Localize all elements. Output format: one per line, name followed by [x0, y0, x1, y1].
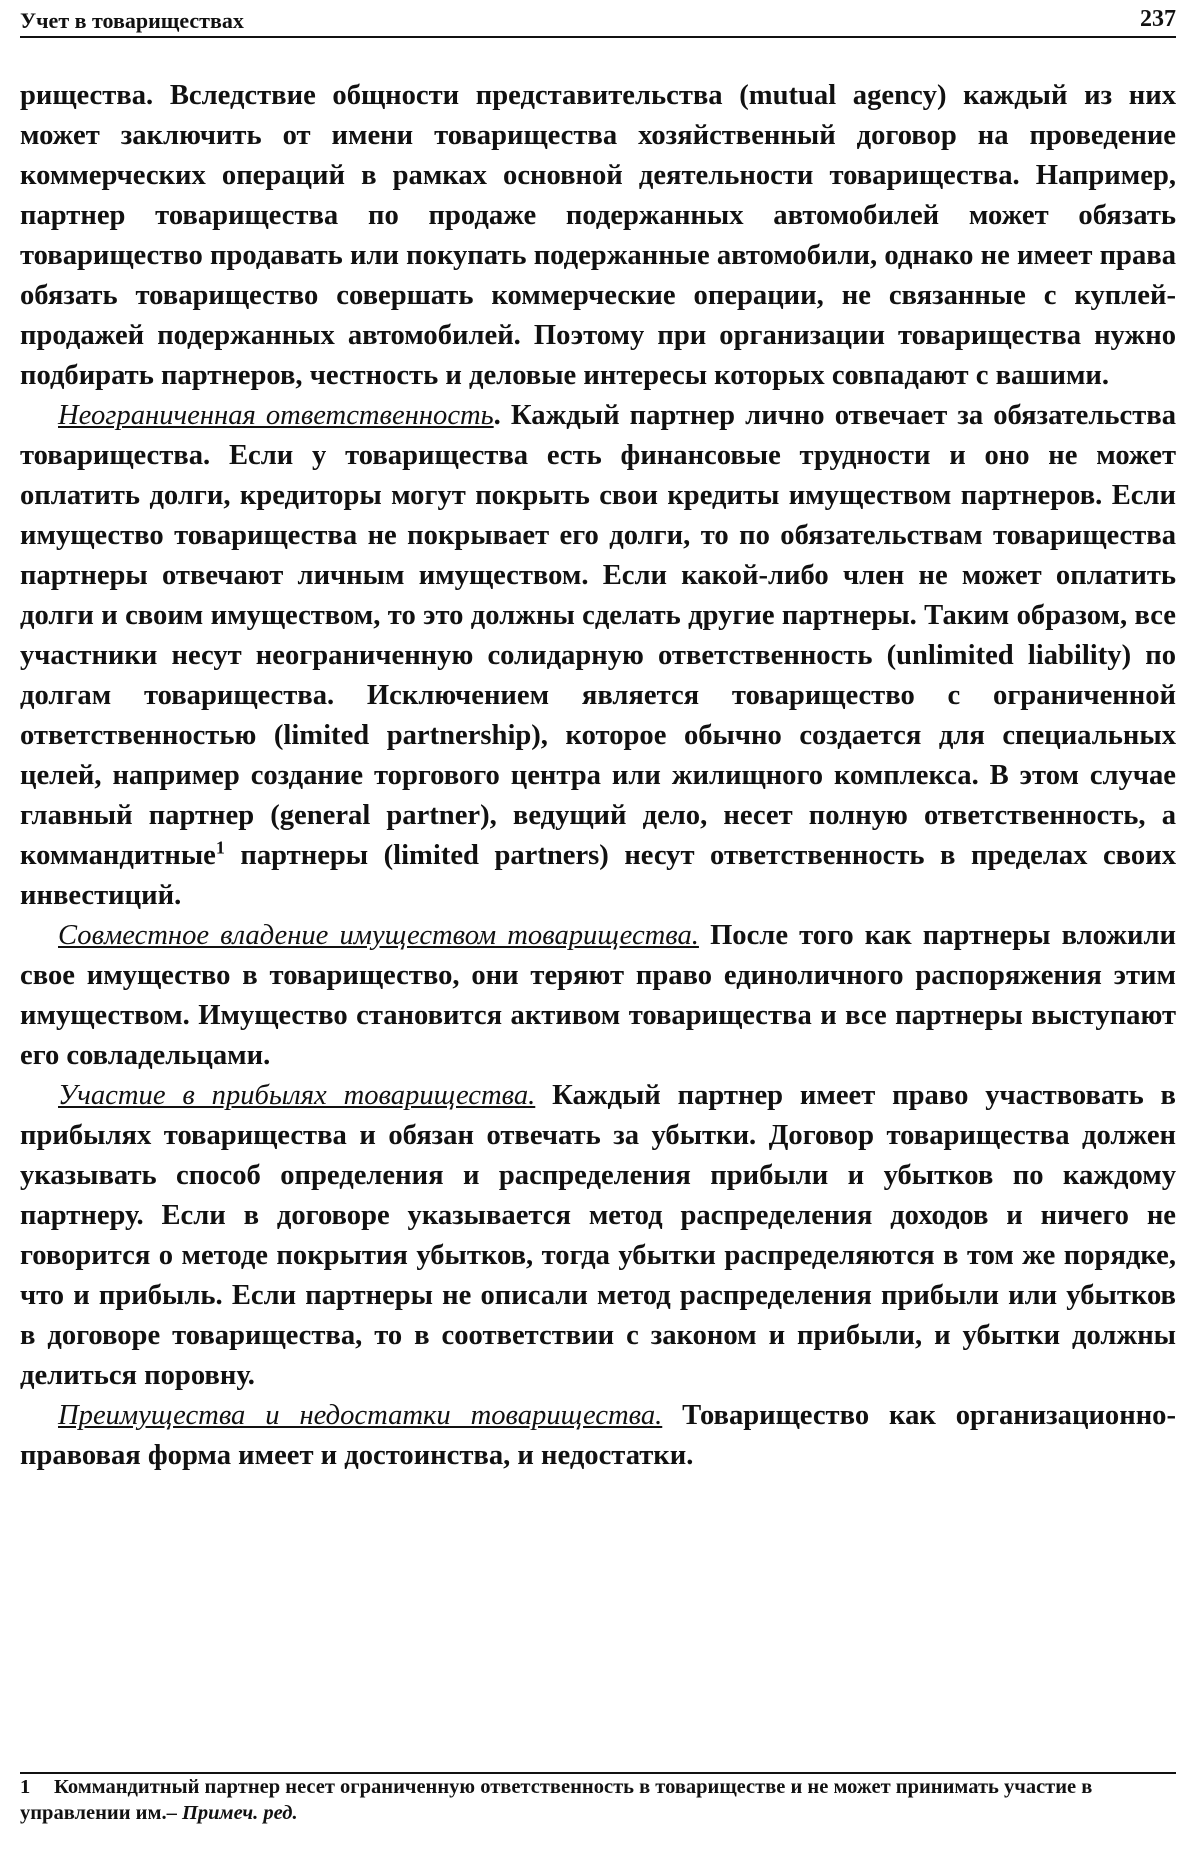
paragraph-2-text: . Каждый партнер лично отвечает за обязательства товарищества. Если у товарищества есть финансовые трудности и оно не может оплатить долги, кредиторы могут покрыть свои кредиты имуществом партнеров. Если имущество товарищества не покрывает его долги, то по обязательствам товарищества партнеры отвечают личным имуществом. Если какой-либо член не может оплатить долги и своим имуществом, то это должны сделать другие партнеры. Таким образом, все участники несут неограниченную солидарную ответственность (unlimited liability) по долгам товарищества. Исключением является товарищество с ограниченной ответственностью (limited partnership), которое обычно создается для специальных целей, например создание торгового центра или жилищного комплекса. В этом случае главный партнер (general partner), ведущий дело, несет полную ответственность, а коммандитные	[20, 400, 1176, 871]
editor-note: Примеч. ред.	[181, 1802, 298, 1824]
running-header	[20, 6, 1176, 38]
running-title: Учет в товариществах	[20, 8, 244, 33]
paragraph-1: рищества. Вследствие общности представительства (mutual agency) каждый из них может заключить от имени товарищества хозяйственный договор на проведение коммерческих операций в рамках основной деятельности товарищества. Например, партнер товарищества по продаже подержанных автомобилей может обязать товарищество продавать или покупать подержанные автомобили, однако не имеет права обязать товарищество совершать коммерческие операции, не связанные с куплей-продажей подержанных автомобилей. Поэтому при организации товарищества нужно подбирать партнеров, честность и деловые интересы которых совпадают с вашими.	[20, 80, 1176, 391]
section-heading-pros-cons: Преимущества и недостатки товарищества.	[58, 1400, 663, 1431]
footnote-marker: 1	[20, 1776, 31, 1798]
section-heading-profit-sharing: Участие в прибылях товарищества.	[58, 1080, 536, 1111]
footnote	[20, 1772, 1176, 1826]
paragraph-2	[20, 396, 1176, 916]
section-heading-joint-ownership: Совместное владение имуществом товарищества.	[58, 920, 699, 951]
footnote-ref: 1	[215, 837, 225, 858]
paragraph-5	[20, 1396, 1176, 1476]
paragraph-2-text-end: партнеры (limited partners) несут ответственность в пределах своих инвестиций.	[20, 840, 1176, 911]
paragraph-4	[20, 1076, 1176, 1396]
body-text	[20, 76, 1176, 1476]
page-number: 237	[1140, 6, 1176, 32]
paragraph-5-text: Товарищество как организационно-правовая форма имеет и достоинства, и недостатки.	[20, 1400, 1176, 1471]
paragraph-3-text: После того как партнеры вложили свое имущество в товарищество, они теряют право единоличного распоряжения этим имуществом. Имущество становится активом товарищества и все партнеры выступают его совладельцами.	[20, 920, 1176, 1071]
paragraph-3	[20, 916, 1176, 1076]
paragraph-4-text: Каждый партнер имеет право участвовать в прибылях товарищества и обязан отвечать за убытки. Договор товарищества должен указывать способ определения и распределения прибыли и убытков по каждому партнеру. Если в договоре указывается метод распределения доходов и ничего не говорится о методе покрытия убытков, тогда убытки распределяются в том же порядке, что и прибыль. Если партнеры не описали метод распределения прибыли или убытков в договоре товарищества, то в соответствии с законом и прибыли, и убытки должны делиться поровну.	[20, 1080, 1176, 1391]
section-heading-unlimited-liability: Неограниченная ответственность	[58, 400, 494, 431]
footnote-text: Коммандитный партнер несет ограниченную ответственность в товариществе и не может принимать участие в управлении им.–	[20, 1776, 1093, 1824]
